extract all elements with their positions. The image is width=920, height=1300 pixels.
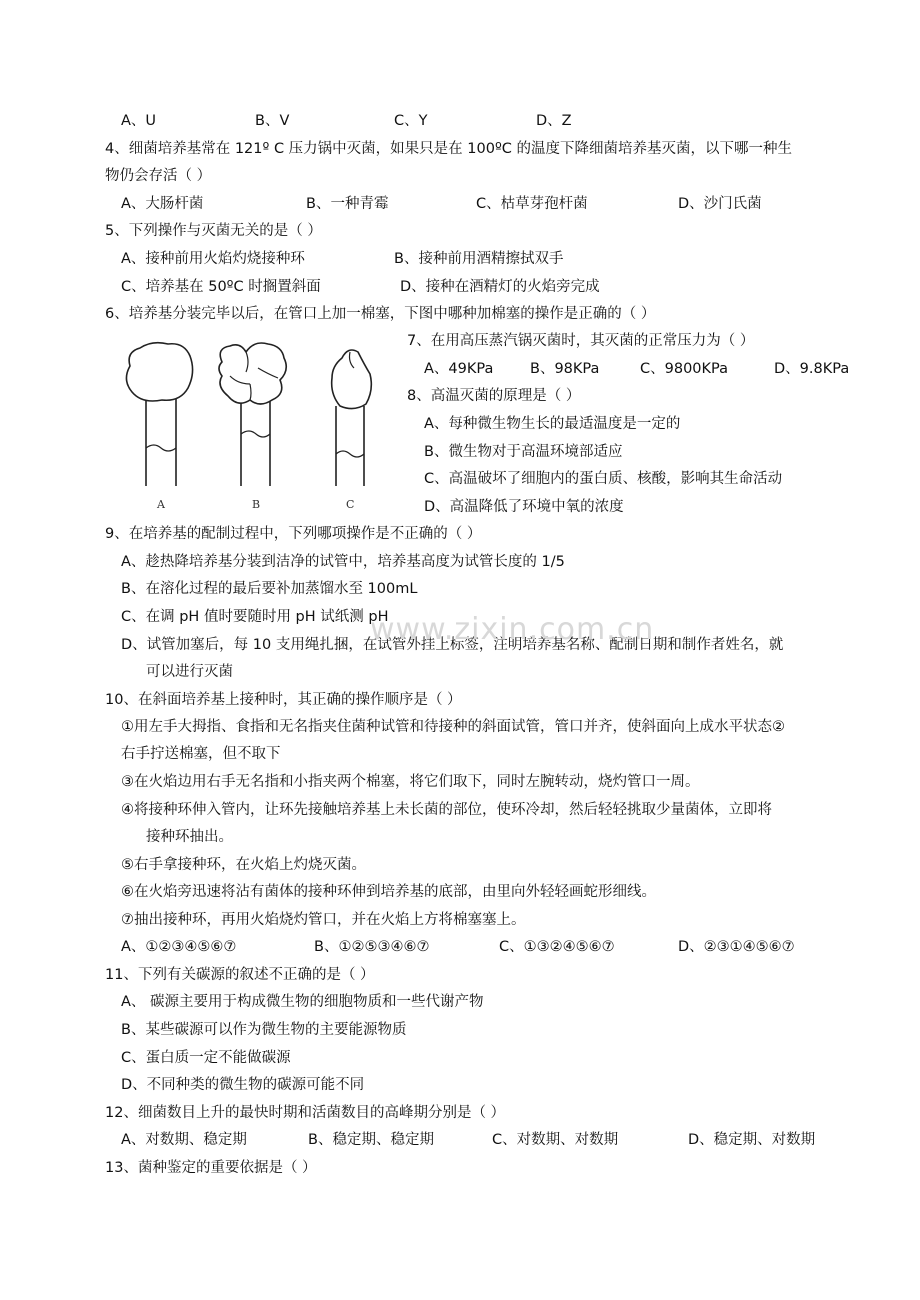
q10-step-3: ③在火焰边用右手无名指和小指夹两个棉塞，将它们取下，同时左腕转动，烧灼管口一周。 xyxy=(121,774,700,790)
q13-stem: 13、菌种鉴定的重要依据是（ ） xyxy=(105,1160,317,1176)
q9-option-b: B、在溶化过程的最后要补加蒸馏水至 100mL xyxy=(121,581,418,597)
q8-option-a: A、每种微生物生长的最适温度是一定的 xyxy=(424,416,681,432)
q8-option-b: B、微生物对于高温环境部适应 xyxy=(424,444,623,460)
q4-stem-line1: 4、细菌培养基常在 121º C 压力锅中灭菌，如果只是在 100ºC 的温度下降细菌培养基灭菌，以下哪一种生 xyxy=(105,141,793,157)
q10-step-2: 右手拧送棉塞，但不取下 xyxy=(121,746,281,762)
q5-option-b: B、接种前用酒精擦拭双手 xyxy=(394,251,564,267)
q12-option-c: C、对数期、对数期 xyxy=(492,1132,619,1148)
q9-stem: 9、在培养基的配制过程中，下列哪项操作是不正确的（ ） xyxy=(105,526,482,542)
q8-stem: 8、高温灭菌的原理是（ ） xyxy=(407,388,581,404)
q10-step-6: ⑥在火焰旁迅速将沾有菌体的接种环伸到培养基的底部，由里向外轻轻画蛇形细线。 xyxy=(121,884,656,900)
q4-option-c: C、枯草芽孢杆菌 xyxy=(476,196,588,212)
q9-option-a: A、趁热降培养基分装到洁净的试管中，培养基高度为试管长度的 1/5 xyxy=(121,554,565,570)
tube-c-diagram xyxy=(332,350,372,486)
watermark: www.zixin.com.cn xyxy=(370,612,655,647)
figure-label-b: B xyxy=(252,498,261,511)
q11-option-a: A、 碳源主要用于构成微生物的细胞物质和一些代谢产物 xyxy=(121,994,484,1010)
q9-option-c: C、在调 pH 值时要随时用 pH 试纸测 pH xyxy=(121,609,389,625)
tube-a-diagram xyxy=(126,343,192,486)
q5-option-a: A、接种前用火焰灼烧接种环 xyxy=(121,251,305,267)
q10-step-4-cont: 接种环抽出。 xyxy=(146,829,233,845)
q5-option-d: D、接种在酒精灯的火焰旁完成 xyxy=(400,279,600,295)
q12-stem: 12、细菌数目上升的最快时期和活菌数目的高峰期分别是（ ） xyxy=(105,1105,506,1121)
q7-stem: 7、在用高压蒸汽锅灭菌时，其灭菌的正常压力为（ ） xyxy=(407,333,755,349)
q10-step-5: ⑤右手拿接种环，在火焰上灼烧灭菌。 xyxy=(121,857,366,873)
q4-option-b: B、一种青霉 xyxy=(306,196,389,212)
q9-option-d-cont: 可以进行灭菌 xyxy=(146,664,233,680)
q12-option-b: B、稳定期、稳定期 xyxy=(308,1132,434,1148)
q3-option-a: A、U xyxy=(121,113,157,129)
q4-option-d: D、沙门氏菌 xyxy=(678,196,762,212)
q8-option-d: D、高温降低了环境中氧的浓度 xyxy=(424,499,624,515)
tube-b-diagram xyxy=(219,343,286,486)
q5-option-c: C、培养基在 50ºC 时搁置斜面 xyxy=(121,279,321,295)
q5-stem: 5、下列操作与灭菌无关的是（ ） xyxy=(105,223,322,239)
q10-step-7: ⑦抽出接种环，再用火焰烧灼管口，并在火焰上方将棉塞塞上。 xyxy=(121,912,526,928)
figure-label-c: C xyxy=(346,498,355,511)
q4-stem-line2: 物仍会存活（ ） xyxy=(105,168,212,184)
q11-option-c: C、蛋白质一定不能做碳源 xyxy=(121,1050,291,1066)
q7-option-a: A、49KPa xyxy=(424,361,494,377)
q10-option-c: C、①③②④⑤⑥⑦ xyxy=(499,939,615,955)
q10-stem: 10、在斜面培养基上接种时，其正确的操作顺序是（ ） xyxy=(105,692,462,708)
q6-stem: 6、培养基分装完毕以后，在管口上加一棉塞，下图中哪种加棉塞的操作是正确的（ ） xyxy=(105,306,656,322)
q7-option-c: C、9800KPa xyxy=(640,361,729,377)
q3-option-b: B、V xyxy=(255,113,290,129)
q8-option-c: C、高温破坏了细胞内的蛋白质、核酸，影响其生命活动 xyxy=(424,471,783,487)
cotton-plug-figure xyxy=(118,338,388,518)
q11-stem: 11、下列有关碳源的叙述不正确的是（ ） xyxy=(105,967,375,983)
q4-option-a: A、大肠杆菌 xyxy=(121,196,204,212)
q10-option-a: A、①②③④⑤⑥⑦ xyxy=(121,939,237,955)
q7-option-d: D、9.8KPa xyxy=(774,361,850,377)
q10-option-b: B、①②⑤③④⑥⑦ xyxy=(314,939,430,955)
q11-option-b: B、某些碳源可以作为微生物的主要能源物质 xyxy=(121,1022,407,1038)
q3-option-c: C、Y xyxy=(394,113,428,129)
q10-option-d: D、②③①④⑤⑥⑦ xyxy=(678,939,795,955)
q10-step-4: ④将接种环伸入管内，让环先接触培养基上未长菌的部位，使环冷却，然后轻轻挑取少量菌体，立即将 xyxy=(121,802,772,818)
q10-step-1: ①用左手大拇指、食指和无名指夹住菌种试管和待接种的斜面试管，管口并齐，使斜面向上成水平状态② xyxy=(121,719,785,735)
q12-option-d: D、稳定期、对数期 xyxy=(688,1132,816,1148)
figure-label-a: A xyxy=(157,498,165,511)
q7-option-b: B、98KPa xyxy=(530,361,600,377)
q12-option-a: A、对数期、稳定期 xyxy=(121,1132,247,1148)
q11-option-d: D、不同种类的微生物的碳源可能不同 xyxy=(121,1077,365,1093)
q9-option-d: D、试管加塞后，每 10 支用绳扎捆，在试管外挂上标签，注明培养基名称、配制日期和制作者姓名，就 xyxy=(121,637,784,653)
q3-option-d: D、Z xyxy=(536,113,572,129)
